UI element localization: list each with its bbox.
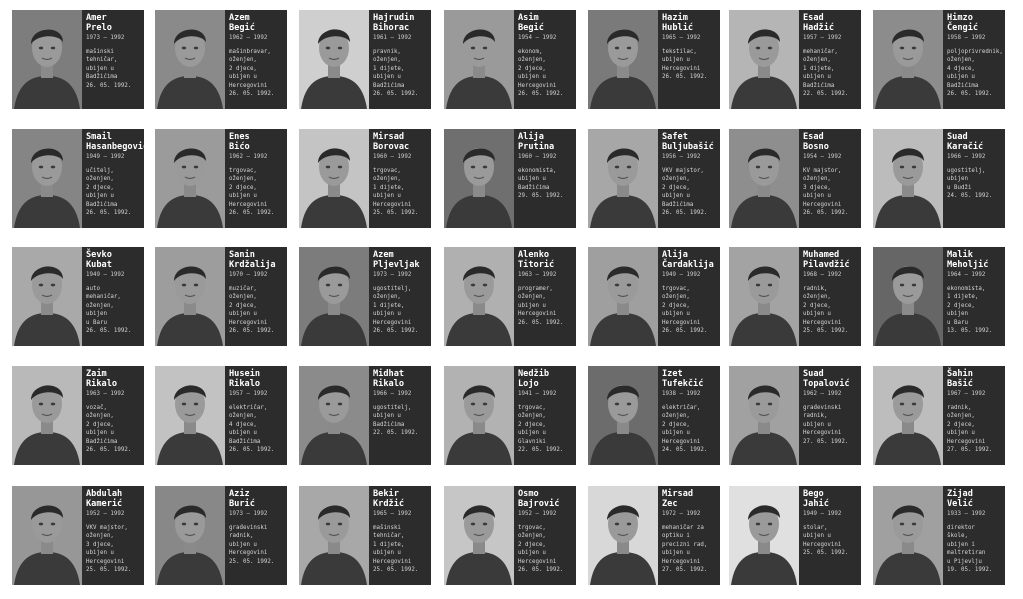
first-name: Mirsad	[373, 132, 405, 142]
first-name: Hajrudin	[373, 13, 415, 23]
portrait-photo	[155, 10, 225, 109]
biography-text: VKV majstor, oženjen, 2 djece, ubijen u Badžićima 26. 05. 1992.	[662, 168, 708, 217]
first-name: Alija	[662, 250, 688, 260]
portrait-photo	[299, 247, 369, 346]
first-name: Husein	[229, 369, 261, 379]
last-name: Borovac	[373, 142, 410, 152]
victim-info	[658, 10, 720, 109]
victim-card	[155, 366, 287, 465]
victim-info	[369, 129, 431, 228]
last-name: Titorić	[518, 260, 555, 270]
portrait-photo	[444, 129, 514, 228]
last-name: Karačić	[947, 142, 984, 152]
first-name: Bekir	[373, 489, 399, 499]
victim-info	[82, 129, 149, 228]
portrait-photo	[155, 366, 225, 465]
portrait-photo	[588, 10, 658, 109]
biography-text: građevinski radnik, ubijen u Hercegovini 25. 05. 1992.	[229, 525, 275, 565]
portrait-icon	[729, 129, 799, 228]
last-name: Burić	[229, 499, 255, 509]
victim-card	[299, 247, 431, 346]
last-name: Topalović	[803, 379, 850, 389]
victim-card	[444, 129, 576, 228]
biography-text: ugostitelj, ubijen u Budži 24. 05. 1992.	[947, 168, 993, 200]
biography-text: radnik, oženjen, 2 djece, ubijen u Hercegovini 27. 05. 1992.	[947, 405, 993, 454]
first-name: Smail	[86, 132, 112, 142]
portrait-photo	[873, 366, 943, 465]
first-name: Himzo	[947, 13, 973, 23]
last-name: Kubat	[86, 260, 112, 270]
biography-text: radnik, oženjen, 2 djece, ubijen u Hercegovini 25. 05. 1992.	[803, 286, 849, 335]
portrait-icon	[729, 486, 799, 585]
first-name: Muhamed	[803, 250, 840, 260]
victim-info	[658, 366, 720, 465]
first-name: Azem	[373, 250, 394, 260]
victim-card	[299, 366, 431, 465]
portrait-icon	[588, 486, 658, 585]
portrait-photo	[12, 129, 82, 228]
biography-text: trgovac, oženjen, 1 dijete, ubijen u Hercegovini 25. 05. 1992.	[373, 168, 419, 217]
last-name: Buljubašić	[662, 142, 714, 152]
biography-text: trgovac, oženjen, 2 djece, ubijen u Hercegovini 26. 05. 1992.	[229, 168, 275, 217]
last-name: Pilavdžić	[803, 260, 850, 270]
portrait-photo	[12, 486, 82, 585]
portrait-icon	[12, 247, 82, 346]
last-name: Kamerić	[86, 499, 123, 509]
victim-info	[658, 247, 720, 346]
victim-card	[588, 247, 720, 346]
portrait-photo	[299, 10, 369, 109]
portrait-photo	[729, 486, 799, 585]
first-name: Sanin	[229, 250, 255, 260]
first-name: Alija	[518, 132, 544, 142]
biography-text: ekonom, oženjen, 2 djece, ubijen u Hercegovini 26. 05. 1992.	[518, 49, 564, 98]
portrait-icon	[12, 129, 82, 228]
first-name: Malik	[947, 250, 973, 260]
life-years: 1965 – 1992	[662, 35, 701, 41]
victim-info	[799, 486, 861, 585]
life-years: 1963 – 1992	[86, 391, 125, 397]
biography-text: VKV majstor, oženjen, 3 djece, ubijen u Hercegovini 25. 05. 1992.	[86, 525, 132, 574]
victim-info	[943, 366, 1005, 465]
portrait-photo	[444, 486, 514, 585]
last-name: Bićo	[229, 142, 250, 152]
portrait-photo	[729, 366, 799, 465]
portrait-photo	[729, 10, 799, 109]
biography-text: stolar, ubijen u Hercegovini 25. 05. 1992.	[803, 525, 849, 557]
life-years: 1949 – 1992	[803, 511, 842, 517]
last-name: Krdžalija	[229, 260, 276, 270]
last-name: Jahić	[803, 499, 829, 509]
portrait-icon	[588, 10, 658, 109]
biography-text: ekonomista, ubijen u Badžićima 29. 05. 1992.	[518, 168, 564, 200]
portrait-icon	[155, 129, 225, 228]
victim-card	[444, 366, 576, 465]
victim-card	[12, 10, 144, 109]
life-years: 1972 – 1992	[662, 511, 701, 517]
victim-card	[444, 247, 576, 346]
life-years: 1962 – 1992	[229, 35, 268, 41]
victim-card	[155, 129, 287, 228]
victim-card	[12, 247, 144, 346]
life-years: 1949 – 1992	[86, 272, 125, 278]
first-name: Izet	[662, 369, 683, 379]
last-name: Begić	[229, 23, 255, 33]
biography-text: vozač, oženjen, 2 djece, ubijen u Badžićima 26. 05. 1992.	[86, 405, 132, 454]
life-years: 1949 – 1992	[86, 154, 125, 160]
life-years: 1970 – 1992	[229, 272, 268, 278]
life-years: 1966 – 1992	[373, 391, 412, 397]
victim-card	[155, 247, 287, 346]
last-name: Tufekčić	[662, 379, 704, 389]
portrait-icon	[12, 10, 82, 109]
portrait-icon	[299, 366, 369, 465]
life-years: 1964 – 1992	[947, 272, 986, 278]
life-years: 1966 – 1992	[947, 154, 986, 160]
life-years: 1973 – 1992	[373, 272, 412, 278]
victim-info	[943, 10, 1005, 109]
victim-info	[82, 247, 144, 346]
biography-text: ugostitelj, ubijen u Badžićima 22. 05. 1992.	[373, 405, 419, 437]
portrait-icon	[588, 247, 658, 346]
first-name: Suad	[947, 132, 968, 142]
portrait-icon	[299, 247, 369, 346]
portrait-icon	[729, 247, 799, 346]
portrait-icon	[444, 486, 514, 585]
portrait-icon	[155, 486, 225, 585]
portrait-photo	[729, 129, 799, 228]
last-name: Bašić	[947, 379, 973, 389]
biography-text: mašinbravar, oženjen, 2 djece, ubijen u Hercegovini 26. 05. 1992.	[229, 49, 275, 98]
portrait-photo	[444, 366, 514, 465]
life-years: 1941 – 1992	[518, 391, 557, 397]
portrait-photo	[299, 486, 369, 585]
victim-info	[225, 10, 287, 109]
last-name: Velić	[947, 499, 973, 509]
victim-card	[299, 486, 431, 585]
biography-text: programer, oženjen, ubijen u Hercegovini 26. 05. 1992.	[518, 286, 564, 326]
life-years: 1961 – 1992	[373, 35, 412, 41]
victim-card	[12, 129, 149, 228]
first-name: Suad	[803, 369, 824, 379]
last-name: Hublić	[662, 23, 694, 33]
victim-info	[799, 10, 861, 109]
biography-text: mašinski tehničar, ubijen u Badžićima 26. 05. 1992.	[86, 49, 132, 89]
life-years: 1965 – 1992	[373, 511, 412, 517]
victim-info	[369, 486, 431, 585]
portrait-photo	[873, 10, 943, 109]
victim-info	[514, 129, 576, 228]
portrait-photo	[155, 129, 225, 228]
biography-text: tekstilac, ubijen u Hercegovini 26. 05. 1992.	[662, 49, 708, 81]
first-name: Asim	[518, 13, 539, 23]
portrait-photo	[729, 247, 799, 346]
victim-card	[12, 366, 144, 465]
last-name: Rikalo	[229, 379, 261, 389]
biography-text: električar, oženjen, 2 djece, ubijen u Hercegovini 24. 05. 1992.	[662, 405, 708, 454]
last-name: Lojo	[518, 379, 539, 389]
biography-text: ekonomista, 1 dijete, 2 djece, ubijen u Baru 13. 05. 1992.	[947, 286, 993, 335]
first-name: Osmo	[518, 489, 539, 499]
portrait-icon	[729, 366, 799, 465]
last-name: Zec	[662, 499, 678, 509]
portrait-photo	[588, 129, 658, 228]
portrait-icon	[588, 129, 658, 228]
biography-text: trgovac, oženjen, 2 djece, ubijen u Glavniki 22. 05. 1992.	[518, 405, 564, 454]
portrait-photo	[12, 366, 82, 465]
first-name: Enes	[229, 132, 250, 142]
portrait-icon	[729, 10, 799, 109]
biography-text: poljoprivrednik, oženjen, 4 djece, ubijen u Badžićima 26. 05. 1992.	[947, 49, 1003, 98]
first-name: Esad	[803, 13, 824, 23]
portrait-photo	[12, 247, 82, 346]
portrait-photo	[588, 486, 658, 585]
victim-card	[588, 10, 720, 109]
life-years: 1933 – 1992	[947, 511, 986, 517]
victim-info	[799, 247, 861, 346]
life-years: 1957 – 1992	[803, 35, 842, 41]
life-years: 1954 – 1992	[518, 35, 557, 41]
last-name: Prutina	[518, 142, 555, 152]
victim-card	[299, 10, 431, 109]
first-name: Alenko	[518, 250, 550, 260]
portrait-icon	[155, 247, 225, 346]
last-name: Meholjić	[947, 260, 989, 270]
victim-card	[873, 366, 1005, 465]
first-name: Esad	[803, 132, 824, 142]
victim-info	[225, 366, 287, 465]
victim-card	[873, 129, 1005, 228]
life-years: 1967 – 1992	[947, 391, 986, 397]
victim-info	[225, 486, 287, 585]
first-name: Midhat	[373, 369, 405, 379]
victim-info	[369, 366, 431, 465]
victim-card	[588, 486, 720, 585]
last-name: Prelo	[86, 23, 112, 33]
last-name: Čengić	[947, 23, 979, 33]
portrait-photo	[873, 486, 943, 585]
last-name: Rikalo	[373, 379, 405, 389]
portrait-icon	[444, 247, 514, 346]
life-years: 1962 – 1992	[803, 391, 842, 397]
last-name: Hadžić	[803, 23, 835, 33]
last-name: Čardaklija	[662, 260, 714, 270]
victim-card	[12, 486, 144, 585]
life-years: 1954 – 1992	[803, 154, 842, 160]
portrait-icon	[873, 247, 943, 346]
last-name: Bosno	[803, 142, 829, 152]
victim-info	[514, 486, 576, 585]
last-name: Krdžić	[373, 499, 405, 509]
portrait-icon	[873, 486, 943, 585]
portrait-photo	[444, 10, 514, 109]
victim-info	[225, 129, 287, 228]
portrait-photo	[299, 366, 369, 465]
portrait-photo	[444, 247, 514, 346]
last-name: Bihorac	[373, 23, 410, 33]
life-years: 1952 – 1992	[518, 511, 557, 517]
portrait-icon	[444, 129, 514, 228]
victim-info	[514, 10, 576, 109]
portrait-icon	[873, 366, 943, 465]
victim-info	[658, 486, 720, 585]
portrait-photo	[155, 486, 225, 585]
first-name: Mirsad	[662, 489, 694, 499]
victim-card	[729, 486, 861, 585]
victim-card	[155, 486, 287, 585]
first-name: Zaim	[86, 369, 107, 379]
victim-info	[82, 486, 144, 585]
portrait-icon	[155, 10, 225, 109]
portrait-photo	[299, 129, 369, 228]
victim-card	[729, 366, 861, 465]
victim-card	[729, 247, 861, 346]
portrait-icon	[444, 10, 514, 109]
first-name: Šahin	[947, 369, 973, 379]
victim-info	[82, 366, 144, 465]
victim-info	[369, 247, 431, 346]
life-years: 1960 – 1992	[373, 154, 412, 160]
biography-text: mehaničar, oženjen, 1 dijete, ubijen u Badžićima 22. 05. 1992.	[803, 49, 849, 98]
victim-card	[873, 247, 1005, 346]
victim-info	[943, 129, 1005, 228]
victim-info	[225, 247, 287, 346]
life-years: 1962 – 1992	[229, 154, 268, 160]
life-years: 1973 – 1992	[86, 35, 125, 41]
portrait-icon	[873, 129, 943, 228]
first-name: Amer	[86, 13, 107, 23]
portrait-photo	[588, 247, 658, 346]
portrait-photo	[873, 247, 943, 346]
first-name: Bego	[803, 489, 824, 499]
last-name: Begić	[518, 23, 544, 33]
biography-text: trgovac, oženjen, 2 djece, ubijen u Hercegovini 26. 05. 1992.	[662, 286, 708, 335]
victim-card	[729, 10, 861, 109]
portrait-icon	[588, 366, 658, 465]
portrait-icon	[299, 10, 369, 109]
last-name: Rikalo	[86, 379, 118, 389]
biography-text: učitelj, oženjen, 2 djece, ubijen u Badžićima 26. 05. 1992.	[86, 168, 132, 217]
victim-card	[444, 486, 576, 585]
victim-card	[588, 129, 720, 228]
portrait-photo	[873, 129, 943, 228]
victim-info	[943, 486, 1005, 585]
last-name: Bajrović	[518, 499, 560, 509]
victim-info	[799, 366, 861, 465]
life-years: 1963 – 1992	[518, 272, 557, 278]
portrait-icon	[873, 10, 943, 109]
life-years: 1956 – 1992	[662, 154, 701, 160]
first-name: Abdulah	[86, 489, 123, 499]
victim-card	[729, 129, 861, 228]
victim-info	[82, 10, 144, 109]
biography-text: pravnik, oženjen, 1 dijete, ubijen u Badžićima 26. 05. 1992.	[373, 49, 419, 98]
life-years: 1952 – 1992	[86, 511, 125, 517]
biography-text: građevinski radnik, ubijen u Hercegovini 27. 05. 1992.	[803, 405, 849, 445]
biography-text: trgovac, oženjen, 2 djece, ubijen u Hercegovini 26. 05. 1992.	[518, 525, 564, 574]
portrait-photo	[588, 366, 658, 465]
life-years: 1949 – 1992	[662, 272, 701, 278]
life-years: 1938 – 1992	[662, 391, 701, 397]
portrait-photo	[12, 10, 82, 109]
victim-info	[369, 10, 431, 109]
portrait-icon	[155, 366, 225, 465]
portrait-icon	[299, 129, 369, 228]
biography-text: mehaničar za optiku i precizni rad, ubijen u Hercegovini 27. 05. 1992.	[662, 525, 708, 574]
portrait-photo	[155, 247, 225, 346]
life-years: 1968 – 1992	[803, 272, 842, 278]
victim-card	[299, 129, 431, 228]
victim-info	[943, 247, 1005, 346]
victim-info	[799, 129, 861, 228]
life-years: 1957 – 1992	[229, 391, 268, 397]
biography-text: muzičar, oženjen, 2 djece, ubijen u Hercegovini 26. 05. 1992.	[229, 286, 275, 335]
portrait-icon	[12, 366, 82, 465]
victim-card	[873, 486, 1005, 585]
victim-info	[514, 247, 576, 346]
first-name: Hazim	[662, 13, 688, 23]
biography-text: ugostitelj, oženjen, 1 dijete, ubijen u Hercegovini 26. 05. 1992.	[373, 286, 419, 335]
biography-text: električar, oženjen, 4 djece, ubijen u Badžićima 26. 05. 1992.	[229, 405, 275, 454]
first-name: Nedžib	[518, 369, 550, 379]
last-name: Pljevljak	[373, 260, 420, 270]
portrait-icon	[12, 486, 82, 585]
first-name: Safet	[662, 132, 688, 142]
portrait-icon	[444, 366, 514, 465]
biography-text: auto mehaničar, oženjen, ubijen u Baru 26. 05. 1992.	[86, 286, 132, 335]
first-name: Ševko	[86, 250, 112, 260]
victim-card	[444, 10, 576, 109]
first-name: Azem	[229, 13, 250, 23]
biography-text: mašinski tehničar, 1 dijete, ubijen u Hercegovini 25. 05. 1992.	[373, 525, 419, 574]
life-years: 1960 – 1992	[518, 154, 557, 160]
biography-text: KV majstor, oženjen, 3 djece, ubijen u Hercegovini 26. 05. 1992.	[803, 168, 849, 217]
biography-text: direktor škole, ubijen i maltretiran u Pijevlju 19. 05. 1992.	[947, 525, 993, 574]
life-years: 1958 – 1992	[947, 35, 986, 41]
portrait-icon	[299, 486, 369, 585]
last-name: Hasanbegović	[86, 142, 149, 152]
victim-card	[155, 10, 287, 109]
victim-card	[588, 366, 720, 465]
life-years: 1973 – 1992	[229, 511, 268, 517]
victim-info	[514, 366, 576, 465]
first-name: Zijad	[947, 489, 973, 499]
victim-info	[658, 129, 720, 228]
victim-card	[873, 10, 1005, 109]
first-name: Aziz	[229, 489, 250, 499]
